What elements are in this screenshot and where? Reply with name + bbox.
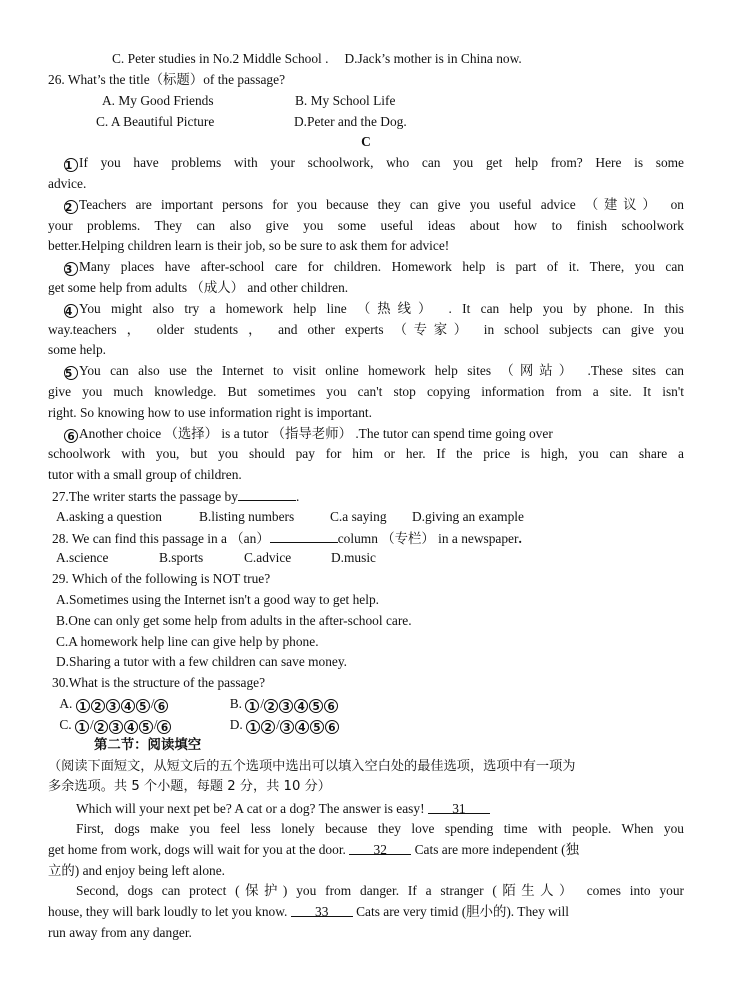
para5-line3: right. So knowing how to use information right is important. <box>48 405 372 420</box>
q28-answer-blank <box>270 528 338 543</box>
q26-stem: 26. What’s the title（标题）of the passage? <box>48 72 286 87</box>
q26-option-b: B. My School Life <box>295 93 396 108</box>
para1-number-badge: 1 <box>64 158 78 172</box>
q27-option-a: A.asking a question <box>56 509 162 524</box>
q26-options-cd <box>48 112 684 132</box>
para2-line1: 2 Teachers are important persons for you because they can give you useful advice （建议） on <box>65 197 684 214</box>
para4-line2: way.teachers ， older students ， and other experts （专家） in school subjects can give you <box>48 322 684 337</box>
para2-line2: your problems. They can also give you some useful ideas about how to finish schoolwork <box>48 218 684 233</box>
q30-stem: 30.What is the structure of the passage? <box>52 675 266 690</box>
q30-option-b: B. 1 / 2 3 4 5 6 <box>230 694 339 714</box>
section-c-heading: C <box>361 134 371 149</box>
q30-options-cd <box>48 715 684 735</box>
q29-option-a: A.Sometimes using the Internet isn't a good way to get help. <box>56 592 379 607</box>
blank-31[interactable]: 31 <box>428 799 490 814</box>
q30-options-ab <box>48 694 684 714</box>
para5-line2: give you much knowledge. But sometimes you can't stop copying information from a site. It isn't <box>48 384 684 399</box>
para5-line1: 5 You can also use the Internet to visit online homework help sites （网站） .These sites can <box>65 363 684 380</box>
q29-option-d: D.Sharing a tutor with a few children can save money. <box>56 654 348 669</box>
para6-number-badge: 6 <box>64 429 78 443</box>
para3-line1: 3 Many places have after-school care for children. Homework help is part of it. There, you can <box>65 259 684 276</box>
q28-option-d: D.music <box>331 550 377 565</box>
para1-line1: 1 If you have problems with your schoolwork, who can you get help from? Here is some <box>65 155 684 172</box>
q30-option-d: D. 1 2 / 3 4 5 6 <box>230 715 340 735</box>
q28-stem: 28. We can find this passage in a （an） column （专栏） in a newspaper. <box>48 528 684 549</box>
q30-option-c: C. 1 / 2 3 4 5 / 6 <box>59 715 226 735</box>
q26-option-a: A. My Good Friends <box>102 93 214 108</box>
para6-line1: 6 Another choice （选择） is a tutor （指导老师） .The tutor can spend time going over <box>48 424 684 444</box>
q27-option-c: C.a saying <box>330 509 387 524</box>
para3-line2: get some help from adults （成人） and other children. <box>48 280 349 295</box>
q28-option-c: C.advice <box>244 550 292 565</box>
para4-line1: 4 You might also try a homework help line （热线） . It can help you by phone. In this <box>65 301 684 318</box>
passage-line3: get home from work, dogs will wait for you at the door. 32 Cats are more independent (独 <box>48 842 579 857</box>
section2-instructions-line1: （阅读下面短文，从短文后的五个选项中选出可以填入空白处的最佳选项，选项中有一项为 <box>48 759 576 774</box>
section2-instructions-line2: 多余选项。共 5 个小题，每题 2 分，共 10 分） <box>48 779 331 794</box>
q25-option-c: C. Peter studies in No.2 Middle School . <box>112 51 329 66</box>
q26-option-c: C. A Beautiful Picture <box>96 114 215 129</box>
q27-option-b: B.listing numbers <box>199 509 295 524</box>
blank-33[interactable]: 33 <box>291 902 353 917</box>
q27-option-d: D.giving an example <box>412 509 524 524</box>
passage-line7: run away from any danger. <box>48 925 192 940</box>
q28-options <box>48 548 684 568</box>
q28-option-a: A.science <box>56 550 109 565</box>
para5-number-badge: 5 <box>64 366 78 380</box>
q25-option-d: D.Jack’s mother is in China now. <box>344 51 522 66</box>
para6-line2: schoolwork with you, but you should pay for him or her. If the price is high, you can share a <box>48 446 684 461</box>
q29-option-c: C.A homework help line can give help by phone. <box>56 634 319 649</box>
passage-line5: Second, dogs can protect (保护) you from danger. If a stranger (陌生人） comes into your <box>76 883 684 898</box>
q29-option-b: B.One can only get some help from adults in the after-school care. <box>56 613 412 628</box>
q28-option-b: B.sports <box>159 550 204 565</box>
para2-number-badge: 2 <box>64 200 78 214</box>
section2-title: 第二节：阅读填空 <box>94 738 202 753</box>
q27-stem: 27.The writer starts the passage by . <box>48 486 684 507</box>
para6-line3: tutor with a small group of children. <box>48 467 242 482</box>
q26-option-d: D.Peter and the Dog. <box>294 114 407 129</box>
passage-line6: house, they will bark loudly to let you know. 33 Cats are very timid (胆小的). They will <box>48 904 569 919</box>
para4-line3: some help. <box>48 342 107 357</box>
q30-option-a: A. 1 2 3 4 5 / 6 <box>59 694 226 714</box>
q27-answer-blank <box>238 486 296 501</box>
para4-number-badge: 4 <box>64 304 78 318</box>
passage-line1: Which will your next pet be? A cat or a dog? The answer is easy! 31 <box>48 799 684 819</box>
q25-options-cd <box>48 49 684 69</box>
blank-32[interactable]: 32 <box>349 840 411 855</box>
passage-line4: 立的) and enjoy being left alone. <box>48 863 226 878</box>
passage-line2: First, dogs make you feel less lonely because they love spending time with people. When you <box>76 821 684 836</box>
q27-options <box>48 507 684 527</box>
para1-line2: advice. <box>48 176 87 191</box>
q29-stem: 29. Which of the following is NOT true? <box>52 571 271 586</box>
para2-line3: better.Helping children learn is their job, so be sure to ask them for advice! <box>48 238 450 253</box>
para3-number-badge: 3 <box>64 262 78 276</box>
q26-options-ab <box>48 91 684 111</box>
